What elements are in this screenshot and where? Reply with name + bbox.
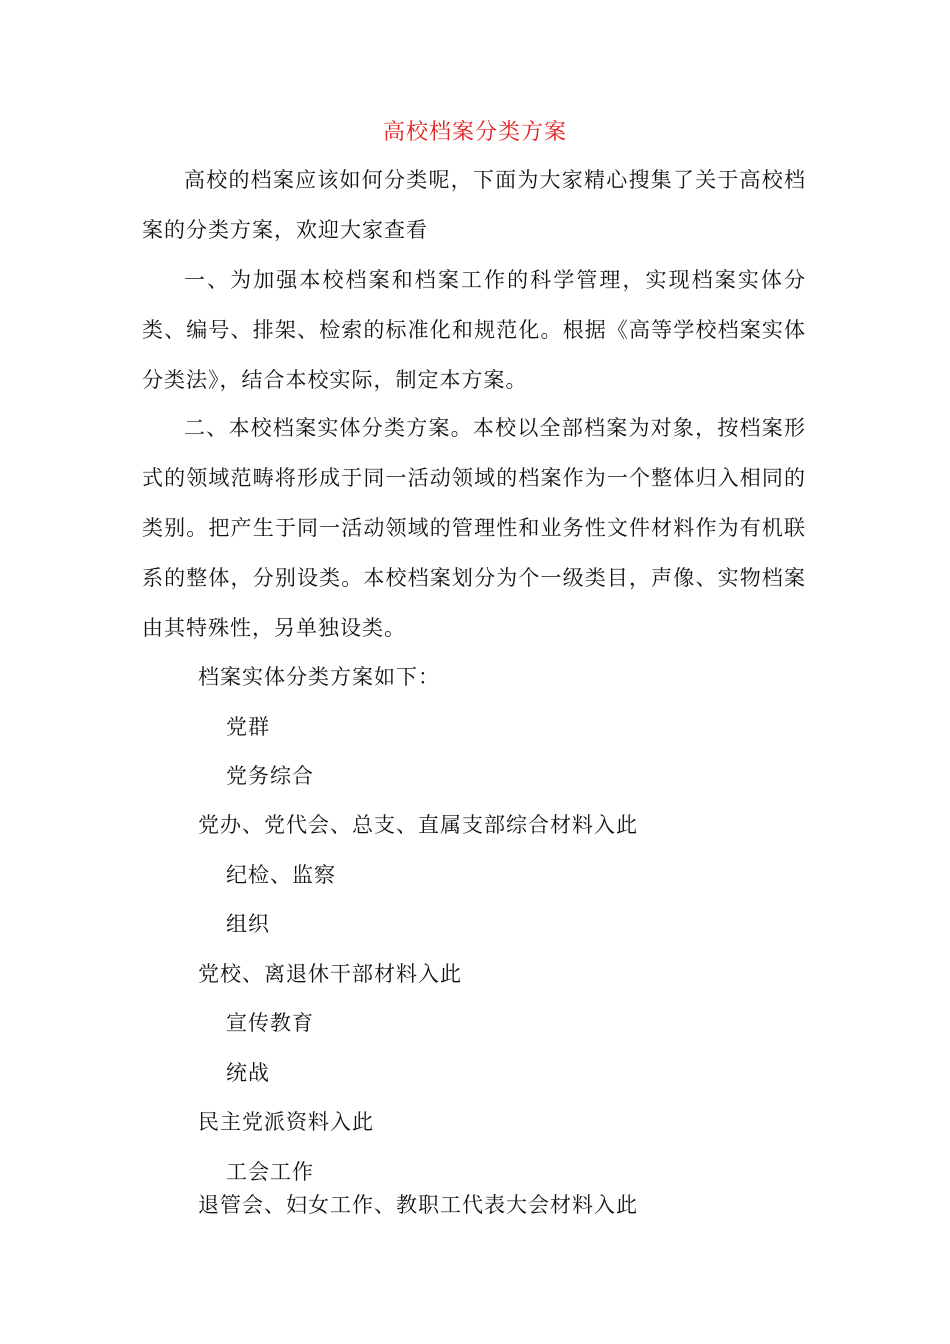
section-2-paragraph: 二、本校档案实体分类方案。本校以全部档案为对象，按档案形式的领域范畴将形成于同一活动领域的档案作为一个整体归入相同的类别。把产生于同一活动领域的管理性和业务性文件材料作为有机联系的整体，分别设类。本校档案划分为个一级类目，声像、实物档案由其特殊性，另单独设类。 bbox=[142, 416, 806, 640]
list-item: 党校、离退休干部材料入此 bbox=[198, 962, 462, 986]
list-item: 党务综合 bbox=[226, 764, 314, 788]
list-item: 退管会、妇女工作、教职工代表大会材料入此 bbox=[198, 1193, 638, 1217]
list-item: 宣传教育 bbox=[226, 1011, 314, 1035]
intro-paragraph: 高校的档案应该如何分类呢，下面为大家精心搜集了关于高校档案的分类方案，欢迎大家查看 bbox=[142, 168, 806, 242]
list-item: 民主党派资料入此 bbox=[198, 1110, 374, 1134]
list-item: 组织 bbox=[226, 912, 270, 936]
section-1-paragraph: 一、为加强本校档案和档案工作的科学管理，实现档案实体分类、编号、排架、检索的标准化和规范化。根据《高等学校档案实体分类法》，结合本校实际，制定本方案。 bbox=[142, 268, 806, 392]
list-item: 党群 bbox=[226, 715, 270, 739]
list-item: 纪检、监察 bbox=[226, 863, 336, 887]
list-item: 党办、党代会、总支、直属支部综合材料入此 bbox=[198, 813, 638, 837]
list-item: 统战 bbox=[226, 1061, 270, 1085]
document-title: 高校档案分类方案 bbox=[382, 120, 567, 145]
scheme-heading: 档案实体分类方案如下： bbox=[198, 665, 440, 689]
list-item: 工会工作 bbox=[226, 1160, 314, 1184]
